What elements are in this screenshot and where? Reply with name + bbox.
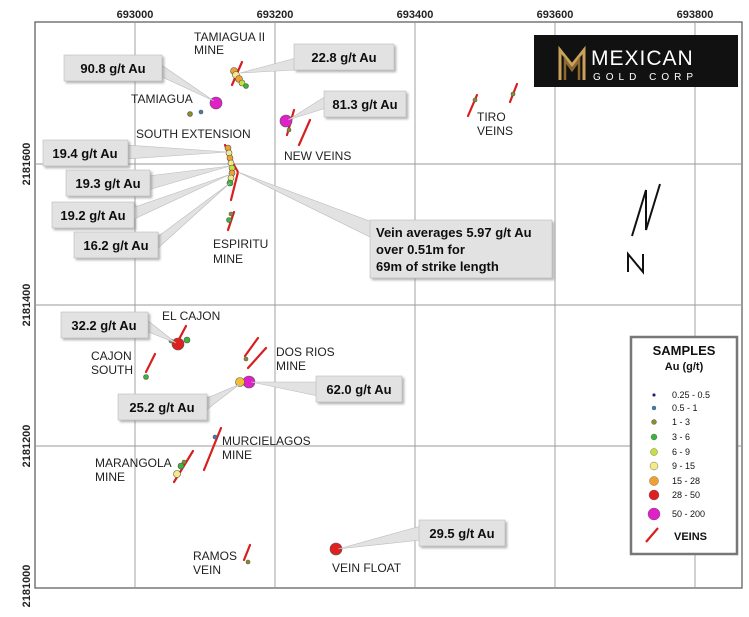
place-label-tiro-veins: VEINS — [477, 124, 514, 138]
legend-swatch — [648, 508, 660, 520]
sample-point — [227, 218, 232, 223]
sample-point — [182, 460, 186, 464]
legend-item-label: 15 - 28 — [672, 476, 701, 486]
sample-point — [246, 560, 250, 564]
place-label-murcielagos: MINE — [222, 448, 252, 462]
callout-81-3 — [324, 91, 406, 117]
sample-point — [287, 128, 291, 132]
callout-32-2 — [61, 312, 148, 338]
sample-point — [172, 338, 184, 350]
legend — [631, 337, 737, 554]
legend-item-label: 1 - 3 — [672, 417, 691, 427]
legend-swatch — [653, 394, 656, 397]
callout-62-0 — [316, 376, 402, 402]
sample-point — [229, 212, 233, 216]
callout-text: 22.8 g/t Au — [311, 50, 377, 65]
x-tick-label: 693400 — [396, 9, 434, 21]
place-label-el-cajon: EL CAJON — [162, 309, 221, 323]
callout-22-8 — [294, 44, 394, 70]
callout-25-2 — [118, 394, 207, 420]
y-tick-label: 2181400 — [21, 283, 33, 327]
legend-swatch — [652, 406, 656, 410]
sample-point — [144, 375, 149, 380]
sample-point — [199, 110, 203, 114]
place-label-tamiagua: TAMIAGUA — [131, 92, 193, 106]
legend-swatch — [650, 462, 658, 470]
place-label-espiritu: MINE — [213, 252, 243, 266]
logo-subtitle: GOLD CORP — [593, 72, 699, 83]
callout-text: 90.8 g/t Au — [80, 61, 146, 76]
callout-text: 32.2 g/t Au — [71, 318, 137, 333]
place-label-ramos: RAMOS — [193, 549, 238, 563]
place-label-cajon-south: CAJON — [91, 349, 132, 363]
legend-item-label: 3 - 6 — [672, 432, 691, 442]
place-label-espiritu: ESPIRITU — [213, 237, 269, 251]
legend-swatch — [649, 490, 659, 500]
x-tick-label: 693200 — [256, 9, 294, 21]
place-label-vein-float: VEIN FLOAT — [332, 561, 402, 575]
callout-16-2 — [74, 232, 158, 258]
callout-text: 19.2 g/t Au — [60, 208, 126, 223]
place-label-dos-rios: MINE — [276, 359, 306, 373]
legend-subtitle: Au (g/t) — [664, 361, 704, 373]
company-logo — [534, 35, 738, 87]
place-label-marangola: MARANGOLA — [95, 456, 172, 470]
callout-19-4 — [43, 140, 128, 166]
y-tick-label: 2181600 — [21, 142, 33, 186]
callout-text: 19.3 g/t Au — [75, 176, 141, 191]
place-label-new-veins: NEW VEINS — [284, 149, 352, 163]
callout-text: 19.4 g/t Au — [52, 146, 118, 161]
callout-90-8 — [64, 55, 162, 81]
place-label-cajon-south: SOUTH — [91, 363, 133, 377]
sample-point — [244, 84, 249, 89]
legend-item-label: 28 - 50 — [672, 490, 701, 500]
y-tick-label: 2181000 — [21, 564, 33, 608]
callout-19-2 — [52, 202, 134, 228]
callout-text: 25.2 g/t Au — [129, 400, 195, 415]
callout-text: 69m of strike length — [376, 259, 499, 274]
legend-item-label: 50 - 200 — [672, 509, 706, 519]
sample-point — [213, 435, 217, 439]
place-label-ramos: VEIN — [193, 563, 222, 577]
sample-point — [174, 471, 181, 478]
x-tick-label: 693800 — [676, 9, 714, 21]
sample-point — [244, 357, 248, 361]
legend-item-label: 9 - 15 — [672, 461, 696, 471]
x-tick-label: 693600 — [536, 9, 574, 21]
place-label-tamiagua-ii: TAMIAGUA II — [194, 30, 266, 44]
legend-title: SAMPLES — [652, 343, 716, 358]
place-label-marangola: MINE — [95, 470, 125, 484]
place-label-tamiagua-ii: MINE — [194, 43, 224, 57]
legend-swatch — [651, 434, 657, 440]
x-tick-label: 693000 — [116, 9, 154, 21]
callout-text: 81.3 g/t Au — [332, 97, 398, 112]
callout-text: 62.0 g/t Au — [326, 382, 392, 397]
legend-swatch — [650, 477, 659, 486]
logo-name: MEXICAN — [591, 47, 694, 70]
callout-vein-average — [370, 220, 552, 278]
callout-text: 16.2 g/t Au — [83, 238, 149, 253]
callout-29-5 — [419, 520, 505, 546]
legend-item-label: 0.5 - 1 — [672, 403, 698, 413]
callout-text: 29.5 g/t Au — [429, 526, 495, 541]
callout-text: over 0.51m for — [376, 242, 465, 257]
legend-swatch — [652, 420, 657, 425]
sample-point — [473, 98, 477, 102]
place-label-murcielagos: MURCIELAGOS — [222, 434, 311, 448]
legend-item-label: 0.25 - 0.5 — [672, 390, 711, 400]
place-label-south-extension: SOUTH EXTENSION — [136, 127, 251, 141]
place-label-dos-rios: DOS RIOS — [276, 345, 335, 359]
sample-point — [210, 97, 222, 109]
y-tick-label: 2181200 — [21, 424, 33, 468]
place-label-tiro-veins: TIRO — [477, 110, 506, 124]
callout-19-3 — [66, 170, 150, 196]
legend-item-label: 6 - 9 — [672, 447, 691, 457]
callout-text: Vein averages 5.97 g/t Au — [376, 225, 532, 240]
legend-swatch — [651, 449, 658, 456]
sample-point — [511, 92, 515, 96]
sample-point — [188, 112, 193, 117]
legend-veins-label: VEINS — [674, 531, 708, 543]
sample-point — [184, 337, 190, 343]
sample-point — [280, 115, 292, 127]
